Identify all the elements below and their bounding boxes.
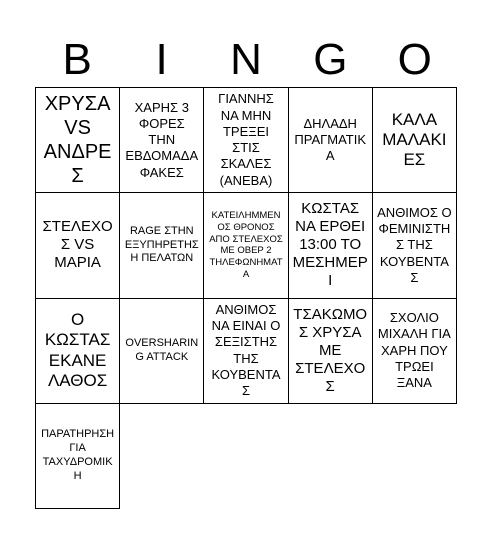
bingo-cell-text: ΤΣΑΚΩΜΟΣ ΧΡΥΣΑ ΜΕ ΣΤΕΛΕΧΟΣ xyxy=(293,305,368,395)
bingo-cell[interactable] xyxy=(36,404,120,509)
bingo-cell-text: ΧΑΡΗΣ 3 ΦΟΡΕΣ ΤΗΝ ΕΒΔΟΜΑΔΑ ΦΑΚΕΣ xyxy=(125,99,199,180)
bingo-cell[interactable] xyxy=(373,193,457,298)
bingo-cell[interactable] xyxy=(373,299,457,404)
header-letter-n: N xyxy=(230,35,262,84)
bingo-cell-text: ΧΡΥΣΑ VS ΑΝΔΡΕΣ xyxy=(43,93,112,188)
header-letter-i: I xyxy=(155,35,168,84)
bingo-cell-text: ΚΩΣΤΑΣ ΝΑ ΕΡΘΕΙ 13:00 ΤΟ ΜΕΣΗΜΕΡΙ xyxy=(292,200,368,290)
bingo-cell-text: OVERSHARING ATTACK xyxy=(125,336,199,363)
bingo-cell[interactable] xyxy=(36,193,120,298)
bingo-cell-text: RAGE ΣΤΗΝ ΕΞΥΠΗΡΕΤΗΣΗ ΠΕΛΑΤΩΝ xyxy=(124,224,199,265)
bingo-cell-text: ΣΤΕΛΕΧΟΣ VS ΜΑΡΙΑ xyxy=(42,218,113,272)
bingo-cell-text: ΑΝΘΙΜΟΣ ΝΑ ΕΙΝΑΙ Ο ΣΕΞΙΣΤΗΣ ΤΗΣ ΚΟΥΒΕΝΤΑΣ xyxy=(211,301,281,399)
bingo-cell-text: Ο ΚΩΣΤΑΣ ΕΚΑΝΕ ΛΑΘΟΣ xyxy=(44,309,111,391)
bingo-cell-text: ΚΑΛΑ ΜΑΛΑΚΙΕΣ xyxy=(382,109,447,170)
bingo-cell-text: ΣΧΟΛΙΟ ΜΙΧΑΛΗ ΓΙΑ ΧΑΡΗ ΠΟΥ ΤΡΩΕΙ ΞΑΝΑ xyxy=(377,310,451,390)
bingo-cell[interactable] xyxy=(120,88,204,193)
bingo-cell[interactable] xyxy=(204,193,288,298)
bingo-header xyxy=(35,34,457,86)
bingo-cell[interactable] xyxy=(204,88,288,193)
bingo-cell[interactable] xyxy=(120,299,204,404)
bingo-cell[interactable] xyxy=(204,299,288,404)
header-letter-g: G xyxy=(313,35,348,84)
bingo-cell-text: ΔΗΛΑΔΗ ΠΡΑΓΜΑΤΙΚΑ xyxy=(294,115,367,164)
bingo-cell[interactable] xyxy=(120,193,204,298)
bingo-cell[interactable] xyxy=(289,299,373,404)
bingo-cell-text: ΠΑΡΑΤΗΡΗΣΗ ΓΙΑ ΤΑΧΥΔΡΟΜΙΚΗ xyxy=(41,428,115,482)
bingo-cell[interactable] xyxy=(36,299,120,404)
bingo-cell-text: ΚΑΤΕΙΛΗΜΜΕΝΟΣ ΘΡΟΝΟΣ ΑΠΟ ΣΤΕΛΕΧΟΣ ΜΕ ΟΒΕΡ 2 ΤΗΛΕΦΩΝΗΜΑΤΑ xyxy=(209,209,283,281)
bingo-cell-text: ΓΙΑΝΝΗΣ ΝΑ ΜΗΝ ΤΡΕΞΕΙ ΣΤΙΣ ΣΚΑΛΕΣ (ΑΝΕΒΑ) xyxy=(218,91,274,188)
header-letter-b: B xyxy=(62,35,92,84)
bingo-cell[interactable] xyxy=(36,88,120,193)
bingo-board xyxy=(35,87,457,509)
bingo-cell-text: ΑΝΘΙΜΟΣ Ο ΦΕΜΙΝΙΣΤΗΣ ΤΗΣ ΚΟΥΒΕΝΤΑΣ xyxy=(377,204,452,285)
bingo-cell[interactable] xyxy=(289,193,373,298)
bingo-cell[interactable] xyxy=(373,88,457,193)
header-letter-o: O xyxy=(397,35,432,84)
bingo-cell[interactable] xyxy=(289,88,373,193)
